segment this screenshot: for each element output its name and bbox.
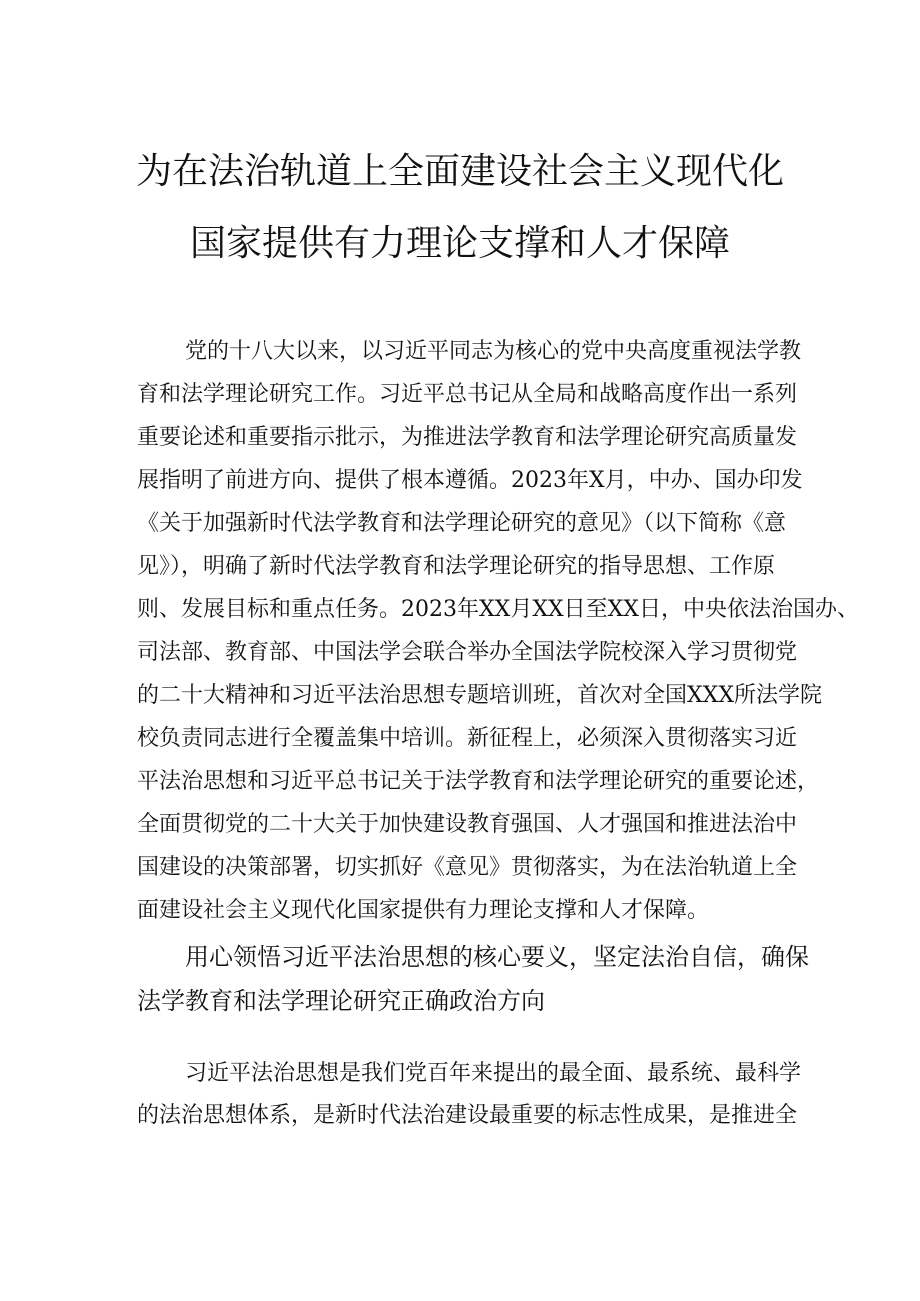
paragraph-line: 见》），明确了新时代法学教育和法学理论研究的指导思想、工作原: [137, 554, 776, 579]
document-title-line-2: 国家提供有力理论支撑和人才保障: [189, 223, 730, 264]
section-heading-line: 用心领悟习近平法治思想的核心要义，坚定法治自信，确保: [185, 943, 809, 971]
section-heading-line: 法学教育和法学理论研究正确政治方向: [137, 987, 545, 1015]
paragraph-line: 习近平法治思想是我们党百年来提出的最全面、最系统、最科学: [185, 1061, 802, 1086]
paragraph-line: 国建设的决策部署，切实抓好《意见》贯彻落实，为在法治轨道上全: [137, 855, 798, 880]
paragraph-line: 《关于加强新时代法学教育和法学理论研究的意见》（以下简称《意: [137, 511, 787, 536]
paragraph-line: 全面贯彻党的二十大关于加快建设教育强国、人才强国和推进法治中: [137, 812, 798, 837]
paragraph-line: 司法部、教育部、中国法学会联合举办全国法学院校深入学习贯彻党: [137, 640, 798, 665]
paragraph-line: 校负责同志进行全覆盖集中培训。新征程上，必须深入贯彻落实习近: [137, 726, 798, 751]
paragraph-line: 重要论述和重要指示批示，为推进法学教育和法学理论研究高质量发: [137, 425, 798, 450]
paragraph-line: 党的十八大以来，以习近平同志为核心的党中央高度重视法学教: [185, 339, 802, 364]
paragraph-line: 展指明了前进方向、提供了根本遵循。2023年X月，中办、国办印发: [137, 468, 803, 493]
paragraph-line: 平法治思想和习近平总书记关于法学教育和法学理论研究的重要论述，: [137, 769, 820, 794]
document-title-line-1: 为在法治轨道上全面建设社会主义现代化: [135, 151, 784, 192]
paragraph-line: 面建设社会主义现代化国家提供有力理论支撑和人才保障。: [137, 898, 710, 923]
paragraph-line: 育和法学理论研究工作。习近平总书记从全局和战略高度作出一系列: [137, 382, 798, 407]
paragraph-line: 则、发展目标和重点任务。2023年XX月XX日至XX日，中央依法治国办、: [137, 597, 859, 622]
paragraph-line: 的法治思想体系，是新时代法治建设最重要的标志性成果，是推进全: [137, 1103, 798, 1128]
paragraph-line: 的二十大精神和习近平法治思想专题培训班，首次对全国XXX所法学院: [137, 683, 822, 708]
